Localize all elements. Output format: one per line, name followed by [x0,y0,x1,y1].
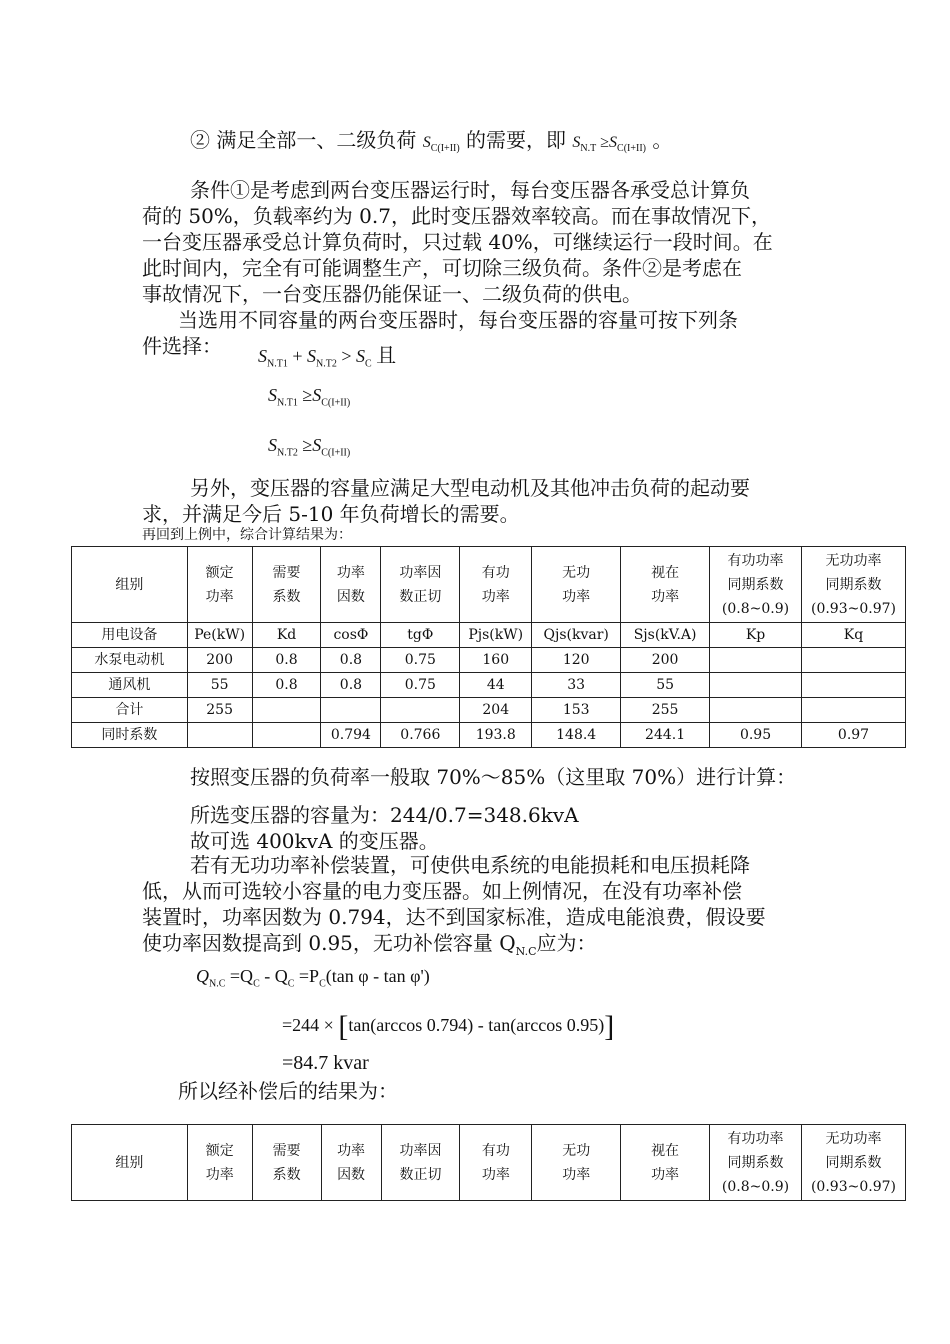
table-cell: 合计 [72,698,188,723]
paragraph-1-line-5: 事故情况下，一台变压器仍能保证一、二级负荷的供电。 [142,282,642,306]
table-unit-cell: cosΦ [321,623,381,648]
table-cell: 200 [187,648,252,673]
formula-s-c12: $S_{C(I+II)}$ [422,134,460,155]
compensated-result-table [71,1124,906,1201]
paragraph-3-line-2: 求，并满足今后 5-10 年负荷增长的需要。 [142,502,520,526]
table-cell [801,648,905,673]
formula-snt2-condition: $S_{N.T2} \ge S_{C(I+II)}$ [268,435,351,459]
table-unit-cell: Pe(kW) [187,623,252,648]
table-header-cell: 无功 功率 [532,547,621,623]
table-header-cell: 功率 因数 [321,547,381,623]
paragraph-1-line-1: 条件①是考虑到两台变压器运行时，每台变压器各承受总计算负 [190,178,750,202]
table-cell: 193.8 [460,723,532,748]
table-header-cell: 无功功率 同期系数 (0.93~0.97) [801,1125,905,1201]
paragraph-3-line-1: 另外，变压器的容量应满足大型电动机及其他冲击负荷的起动要 [190,476,750,500]
table-cell [252,723,321,748]
table-cell: 255 [187,698,252,723]
paragraph-4: 按照变压器的负荷率一般取 70%～85%（这里取 70%）进行计算： [190,765,797,789]
table-cell: 通风机 [72,673,188,698]
table-header-cell: 有功功率 同期系数 (0.8~0.9) [710,547,802,623]
table-cell: 同时系数 [72,723,188,748]
table-header-row [72,1125,906,1201]
table-header-cell: 无功 功率 [532,1125,621,1201]
table-row [72,698,906,723]
table-header-cell: 组别 [72,1125,188,1201]
table-header-cell: 无功功率 同期系数 (0.93~0.97) [801,547,905,623]
table-cell [321,698,381,723]
table-header-cell: 需要 系数 [252,1125,321,1201]
table-cell: 0.75 [381,673,460,698]
table-header-cell: 需要 系数 [252,547,321,623]
table-row [72,723,906,748]
table-unit-cell: Pjs(kW) [460,623,532,648]
paragraph-2-line-1: 当选用不同容量的两台变压器时，每台变压器的容量可按下列条 [178,308,738,332]
paragraph-5-line-2: 故可选 400kvA 的变压器。 [190,829,439,853]
table-header-cell: 功率因 数正切 [381,547,460,623]
table-row [72,648,906,673]
calculation-table [71,546,906,748]
table-unit-cell: Qjs(kvar) [532,623,621,648]
paragraph-6-line-4: 使功率因数提高到 0.95，无功补偿容量 $Q_{N.C}$应为： [142,931,597,958]
table-header-cell: 有功 功率 [460,1125,532,1201]
table-cell: 44 [460,673,532,698]
table-unit-cell: tgΦ [381,623,460,648]
table-cell: 148.4 [532,723,621,748]
table-cell: 0.8 [252,673,321,698]
table-unit-cell: Kq [801,623,905,648]
table-header-cell: 功率因 数正切 [381,1125,460,1201]
paragraph-7: 所以经补偿后的结果为： [178,1079,398,1103]
paragraph-6-line-3: 装置时，功率因数为 0.794，达不到国家标准，造成电能浪费，假设要 [142,905,766,929]
condition-2-text: ② 满足全部一、二级负荷 [190,128,417,152]
table-cell: 33 [532,673,621,698]
paragraph-2-line-2: 件选择： [142,334,222,358]
table-cell [801,698,905,723]
table-cell: 0.8 [252,648,321,673]
table-cell [252,698,321,723]
table-cell: 244.1 [621,723,710,748]
table-cell: 0.97 [801,723,905,748]
table-cell [381,698,460,723]
table-cell: 0.8 [321,648,381,673]
formula-qnc-1: $Q_{N.C} =Q_C - Q_C =P_C(\tan$ φ - tan φ') [196,966,430,990]
table-header-cell: 功率 因数 [321,1125,381,1201]
formula-qnc-3: =84.7 kvar [282,1052,369,1074]
table-cell: 0.75 [381,648,460,673]
paragraph-1-line-4: 此时间内，完全有可能调整生产，可切除三级负荷。条件②是考虑在 [142,256,742,280]
table-cell: 55 [621,673,710,698]
table-header-cell: 有功 功率 [460,547,532,623]
formula-snt-ge: $S_{N.T} \ge S_{C(I+II)}$ [572,134,646,155]
formula-snt1-condition: $S_{N.T1} \ge S_{C(I+II)}$ [268,385,351,409]
table-header-cell: 组别 [72,547,188,623]
table-cell: 255 [621,698,710,723]
table-header-cell: 视在 功率 [621,547,710,623]
paragraph-6-line-2: 低，从而可选较小容量的电力变压器。如上例情况，在没有功率补偿 [142,879,742,903]
table-cell: 0.8 [321,673,381,698]
table-cell: 0.794 [321,723,381,748]
table-cell: 120 [532,648,621,673]
table-header-cell: 额定 功率 [187,547,252,623]
table-cell: 153 [532,698,621,723]
paragraph-1-line-3: 一台变压器承受总计算负荷时，只过载 40%，可继续运行一段时间。在 [142,230,773,254]
table-cell: 160 [460,648,532,673]
table-cell [710,673,802,698]
table-unit-cell: 用电设备 [72,623,188,648]
table-cell [710,698,802,723]
small-caption: 再回到上例中，综合计算结果为： [142,527,352,543]
table-cell [710,648,802,673]
table-cell: 0.95 [710,723,802,748]
table-cell [801,673,905,698]
paragraph-5-line-1: 所选变压器的容量为：244/0.7=348.6kvA [190,803,579,827]
table-header-cell: 有功功率 同期系数 (0.8~0.9) [710,1125,802,1201]
formula-qnc-2: =244 × [tan(arccos 0.794) - tan(arccos 0.95)] [282,1010,615,1043]
paragraph-6-line-1: 若有无功功率补偿装置，可使供电系统的电能损耗和电压损耗降 [190,853,750,877]
table-cell: 200 [621,648,710,673]
table-cell [187,723,252,748]
formula-sum-condition: $S_{N.T1} + S_{N.T2} > S_C$ 且 [258,343,397,370]
table-unit-cell: Sjs(kV.A) [621,623,710,648]
table-header-row [72,547,906,623]
table-unit-cell: Kd [252,623,321,648]
table-header-cell: 视在 功率 [621,1125,710,1201]
table-unit-cell: Kp [710,623,802,648]
condition-2-mid: 的需要，即 [466,128,567,152]
condition-2-line: ② 满足全部一、二级负荷 $S_{C(I+II)}$ 的需要，即 $S_{N.T} \ge S_{C(I+II)}$ 。 [190,128,673,155]
table-cell: 水泵电动机 [72,648,188,673]
table-cell: 55 [187,673,252,698]
table-header-cell: 额定 功率 [187,1125,252,1201]
table-cell: 204 [460,698,532,723]
table-cell: 0.766 [381,723,460,748]
table-units-row [72,623,906,648]
paragraph-1-line-2: 荷的 50%，负载率约为 0.7，此时变压器效率较高。而在事故情况下， [142,204,771,228]
table-row [72,673,906,698]
